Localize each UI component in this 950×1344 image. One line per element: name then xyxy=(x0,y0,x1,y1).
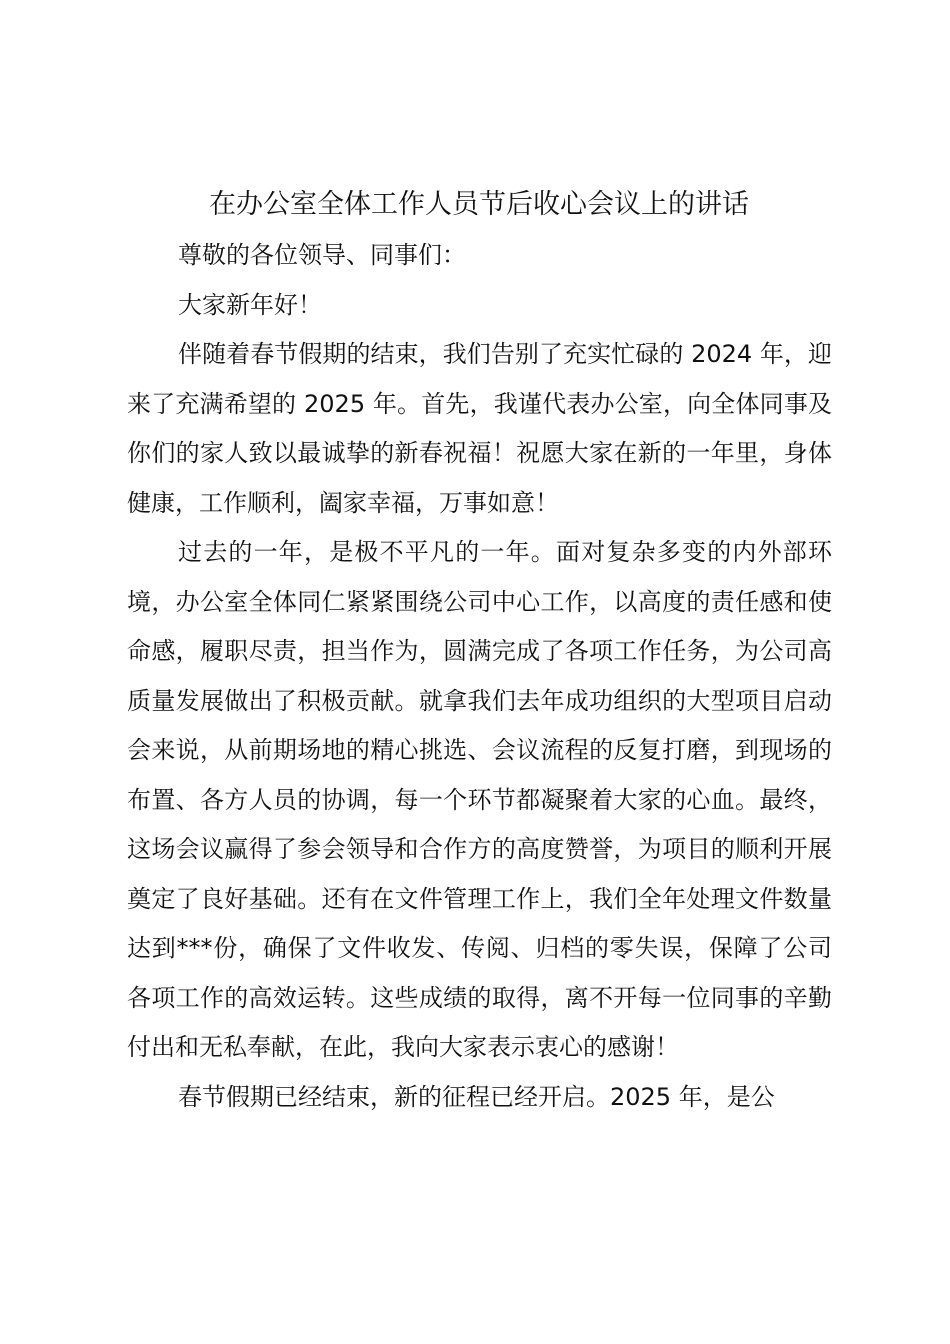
document-body xyxy=(127,231,832,1122)
body-paragraph: 伴随着春节假期的结束，我们告别了充实忙碌的 2024 年，迎来了充满希望的 2025 年。首先，我谨代表办公室，向全体同事及你们的家人致以最诚挚的新春祝福！祝愿大家在新的一年里，身体健康，工作顺利，阖家幸福，万事如意！ xyxy=(127,340,832,517)
document-title: 在办公室全体工作人员节后收心会议上的讲话 xyxy=(209,189,749,220)
new-year-greeting-paragraph: 大家新年好！ xyxy=(178,290,322,319)
body-paragraph: 过去的一年，是极不平凡的一年。面对复杂多变的内外部环境，办公室全体同仁紧紧围绕公司中心工作，以高度的责任感和使命感，履职尽责，担当作为，圆满完成了各项工作任务，为公司高质量发展做出了积极贡献。就拿我们去年成功组织的大型项目启动会来说，从前期场地的精心挑选、会议流程的反复打磨，到现场的布置、各方人员的协调，每一个环节都凝聚着大家的心血。最终，这场会议赢得了参会领导和合作方的高度赞誉，为项目的顺利开展奠定了良好基础。还有在文件管理工作上，我们全年处理文件数量达到***份，确保了文件收发、传阅、归档的零失误，保障了公司各项工作的高效运转。这些成绩的取得，离不开每一位同事的辛勤付出和无私奉献，在此，我向大家表示衷心的感谢！ xyxy=(127,538,832,1061)
body-paragraph: 春节假期已经结束，新的征程已经开启。2025 年，是公 xyxy=(178,1082,775,1111)
greeting-paragraph: 尊敬的各位领导、同事们： xyxy=(178,241,466,269)
